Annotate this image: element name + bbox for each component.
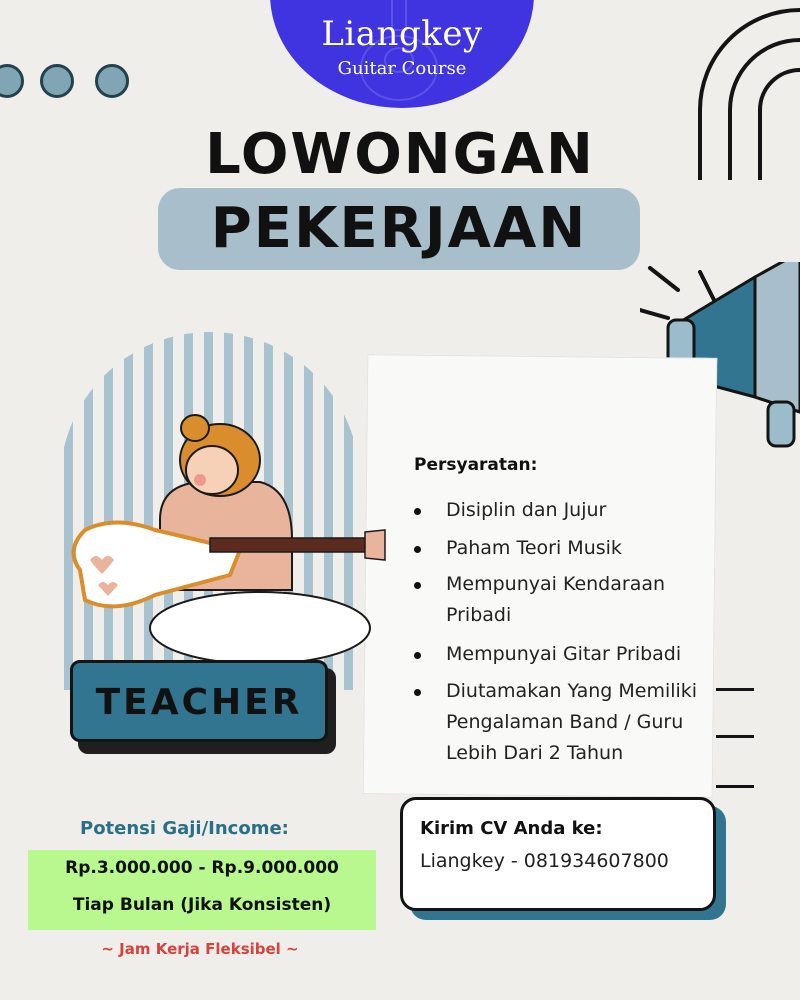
requirement-item bbox=[426, 495, 616, 526]
girl-with-guitar-illustration bbox=[60, 400, 390, 670]
requirements-title: Persyaratan: bbox=[414, 455, 538, 475]
salary-note: Tiap Bulan (Jika Konsisten) bbox=[72, 895, 332, 915]
salary-title: Potensi Gaji/Income: bbox=[80, 818, 289, 839]
decor-line bbox=[716, 688, 754, 691]
bullet-icon bbox=[414, 689, 421, 696]
requirement-item bbox=[426, 676, 721, 769]
logo-tagline: Guitar Course bbox=[337, 58, 467, 79]
requirement-text: Disiplin dan Jujur bbox=[446, 499, 607, 521]
bullet-icon bbox=[414, 508, 421, 515]
headline-line1: LOWONGAN bbox=[205, 122, 595, 187]
salary-range: Rp.3.000.000 - Rp.9.000.000 bbox=[65, 858, 339, 878]
requirement-text: Diutamakan Yang Memiliki Pengalaman Band / Guru Lebih Dari 2 Tahun bbox=[446, 680, 698, 764]
decor-line bbox=[716, 735, 754, 738]
decor-line bbox=[716, 785, 754, 788]
requirement-text: Mempunyai Kendaraan Pribadi bbox=[446, 573, 666, 626]
cv-title: Kirim CV Anda ke: bbox=[420, 818, 603, 839]
bullet-icon bbox=[414, 546, 421, 553]
logo-title: Liangkey bbox=[321, 14, 483, 54]
requirement-item bbox=[426, 569, 696, 631]
cv-contact: Liangkey - 081934607800 bbox=[420, 850, 669, 872]
requirement-item bbox=[426, 533, 656, 564]
flexible-hours-note: ~ Jam Kerja Fleksibel ~ bbox=[101, 940, 299, 958]
position-label: TEACHER bbox=[95, 682, 303, 723]
decor-dot bbox=[95, 64, 129, 98]
requirement-text: Mempunyai Gitar Pribadi bbox=[446, 643, 682, 665]
bullet-icon bbox=[414, 582, 421, 589]
decor-dot bbox=[40, 64, 74, 98]
headline-line2: PEKERJAAN bbox=[210, 196, 588, 261]
requirement-text: Paham Teori Musik bbox=[446, 537, 622, 559]
decor-dot bbox=[0, 64, 24, 98]
requirement-item bbox=[426, 639, 726, 670]
bullet-icon bbox=[414, 652, 421, 659]
